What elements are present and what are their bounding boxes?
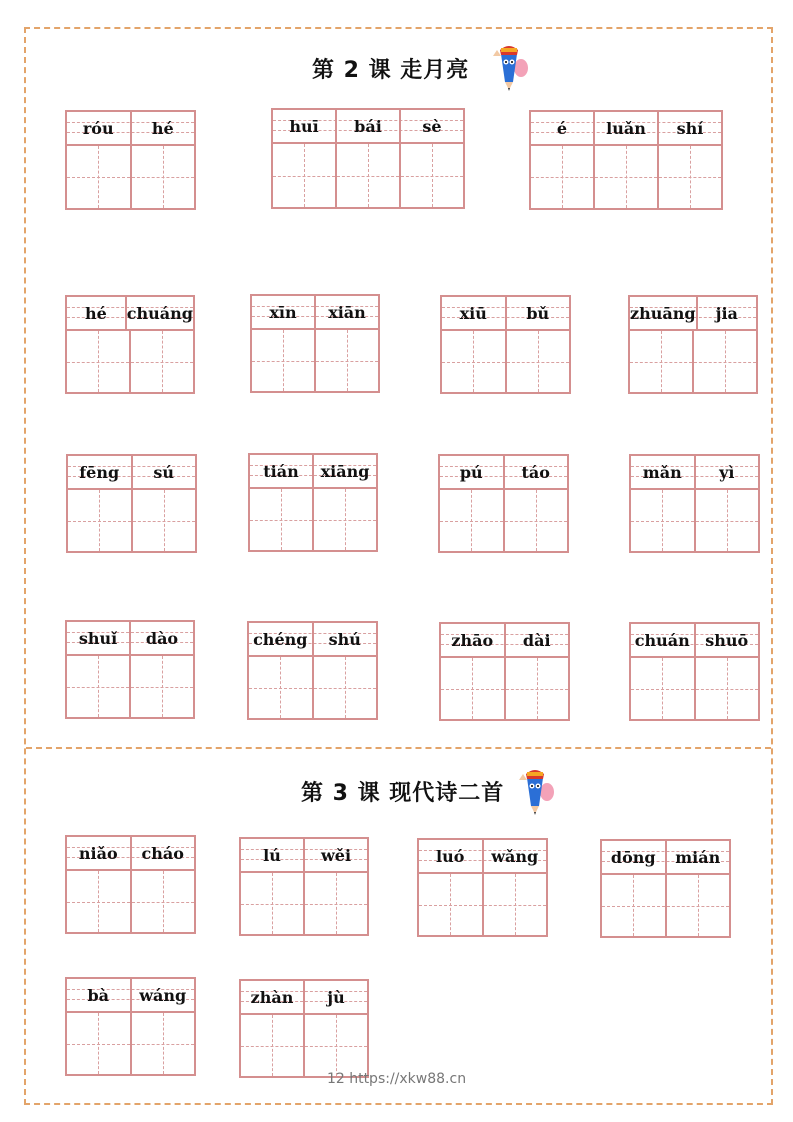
character-writing-cell[interactable] <box>630 331 694 392</box>
pinyin-label: zhàn <box>241 981 305 1013</box>
character-writing-cell[interactable] <box>505 490 568 551</box>
pinyin-grid-rou-he <box>65 110 196 210</box>
pinyin-label: wǎng <box>491 846 539 866</box>
character-writing-cell[interactable] <box>249 657 314 718</box>
pinyin-label: xiāng <box>320 461 370 481</box>
character-writing-cell[interactable] <box>273 144 337 207</box>
pinyin-label: zhāo <box>441 624 506 656</box>
character-writing-cell[interactable] <box>484 874 547 935</box>
character-writing-cell[interactable] <box>132 1013 195 1074</box>
character-writing-cell[interactable] <box>507 331 570 392</box>
pinyin-grid-he-chuang <box>65 295 195 394</box>
pinyin-grid-zhao-dai <box>439 622 570 721</box>
pinyin-label: xiān <box>328 302 366 322</box>
pinyin-label: shuō <box>705 630 749 650</box>
character-writing-cell[interactable] <box>531 146 595 208</box>
character-writing-cell[interactable] <box>305 873 367 934</box>
character-writing-cell[interactable] <box>631 658 696 719</box>
character-writing-cell[interactable] <box>314 657 377 718</box>
character-writing-cell[interactable] <box>241 1015 305 1076</box>
character-writing-cell[interactable] <box>595 146 659 208</box>
pinyin-label: niǎo <box>67 837 132 869</box>
pinyin-label: huī <box>273 110 337 142</box>
pinyin-grid-dong-mian <box>600 839 731 938</box>
pinyin-label: shí <box>676 118 704 138</box>
pinyin-grid-zhuang-jia <box>628 295 758 394</box>
character-writing-cell[interactable] <box>696 490 759 551</box>
pinyin-label: róu <box>67 112 132 144</box>
pinyin-label: hé <box>151 118 174 138</box>
pinyin-label: pú <box>440 456 505 488</box>
pinyin-grid-hui-bai-se <box>271 108 465 209</box>
pencil-mascot-icon <box>487 42 531 94</box>
pinyin-label: xiū <box>442 297 507 329</box>
page-footer: 12 https://xkw88.cn <box>326 1071 467 1087</box>
character-writing-cell[interactable] <box>401 144 463 207</box>
pinyin-label: dài <box>522 630 551 650</box>
character-writing-cell[interactable] <box>659 146 721 208</box>
pinyin-grid-luo-wang <box>417 838 548 937</box>
pinyin-grid-pu-tao <box>438 454 569 553</box>
pinyin-label: jia <box>715 303 738 323</box>
pinyin-label: jù <box>327 987 345 1007</box>
character-writing-cell[interactable] <box>68 490 133 551</box>
pinyin-label: shú <box>328 629 361 649</box>
pinyin-label: mián <box>675 847 721 867</box>
pinyin-label: dào <box>145 628 179 648</box>
pinyin-label: luó <box>419 840 484 872</box>
character-writing-cell[interactable] <box>67 331 131 392</box>
pinyin-grid-xiu-bu <box>440 295 571 394</box>
character-writing-cell[interactable] <box>67 656 131 717</box>
pinyin-grid-feng-su <box>66 454 197 553</box>
section-divider <box>26 747 771 749</box>
pinyin-label: chuáng <box>126 303 193 323</box>
pinyin-grid-niao-chao <box>65 835 196 934</box>
pinyin-label: é <box>531 112 595 144</box>
pinyin-label: bà <box>67 979 132 1011</box>
character-writing-cell[interactable] <box>694 331 756 392</box>
pinyin-grid-chuan-shuo <box>629 622 760 721</box>
character-writing-cell[interactable] <box>506 658 569 719</box>
pinyin-label: táo <box>521 462 550 482</box>
character-writing-cell[interactable] <box>696 658 759 719</box>
pinyin-label: cháo <box>141 843 184 863</box>
character-writing-cell[interactable] <box>602 875 667 936</box>
pinyin-grid-man-yi <box>629 454 760 553</box>
pinyin-label: hé <box>67 297 127 329</box>
pinyin-label: tián <box>250 455 314 487</box>
pinyin-label: wáng <box>139 985 187 1005</box>
character-writing-cell[interactable] <box>314 489 376 550</box>
character-writing-cell[interactable] <box>440 490 505 551</box>
character-writing-cell[interactable] <box>132 146 195 208</box>
character-writing-cell[interactable] <box>131 331 193 392</box>
pencil-mascot-icon <box>513 766 557 818</box>
character-writing-cell[interactable] <box>337 144 401 207</box>
character-writing-cell[interactable] <box>133 490 196 551</box>
pinyin-grid-zhan-ju <box>239 979 369 1078</box>
pinyin-label: wěi <box>320 845 352 865</box>
pinyin-label: xīn <box>252 296 316 328</box>
pinyin-grid-tian-xiang <box>248 453 378 552</box>
pinyin-label: sè <box>422 116 442 136</box>
pinyin-label: shuǐ <box>67 622 131 654</box>
pinyin-grid-cheng-shu <box>247 621 378 720</box>
pinyin-label: chéng <box>249 623 314 655</box>
character-writing-cell[interactable] <box>441 658 506 719</box>
lesson-3-title: 第 3 课 现代诗二首 <box>301 781 505 806</box>
pinyin-label: bǔ <box>526 303 550 323</box>
character-writing-cell[interactable] <box>316 330 378 391</box>
pinyin-label: lú <box>241 839 305 871</box>
pinyin-grid-ba-wang <box>65 977 196 1076</box>
pinyin-label: chuán <box>631 624 696 656</box>
character-writing-cell[interactable] <box>67 146 132 208</box>
character-writing-cell[interactable] <box>667 875 730 936</box>
pinyin-label: bái <box>337 110 401 142</box>
pinyin-label: mǎn <box>631 456 696 488</box>
character-writing-cell[interactable] <box>67 1013 132 1074</box>
character-writing-cell[interactable] <box>252 330 316 391</box>
character-writing-cell[interactable] <box>131 656 193 717</box>
character-writing-cell[interactable] <box>631 490 696 551</box>
character-writing-cell[interactable] <box>67 871 132 932</box>
character-writing-cell[interactable] <box>250 489 314 550</box>
pinyin-label: sú <box>153 462 175 482</box>
pinyin-grid-e-luan-shi <box>529 110 723 210</box>
character-writing-cell[interactable] <box>132 871 195 932</box>
pinyin-label: dōng <box>602 841 667 873</box>
pinyin-label: zhuāng <box>630 297 698 329</box>
pinyin-grid-xin-xian <box>250 294 380 393</box>
pinyin-grid-lu-wei <box>239 837 369 936</box>
character-writing-cell[interactable] <box>442 331 507 392</box>
pinyin-label: luǎn <box>595 112 659 144</box>
character-writing-cell[interactable] <box>241 873 305 934</box>
character-writing-cell[interactable] <box>305 1015 367 1076</box>
pinyin-label: fēng <box>68 456 133 488</box>
pinyin-grid-shui-dao <box>65 620 195 719</box>
character-writing-cell[interactable] <box>419 874 484 935</box>
lesson-2-title: 第 2 课 走月亮 <box>312 58 470 83</box>
pinyin-label: yì <box>719 462 735 482</box>
